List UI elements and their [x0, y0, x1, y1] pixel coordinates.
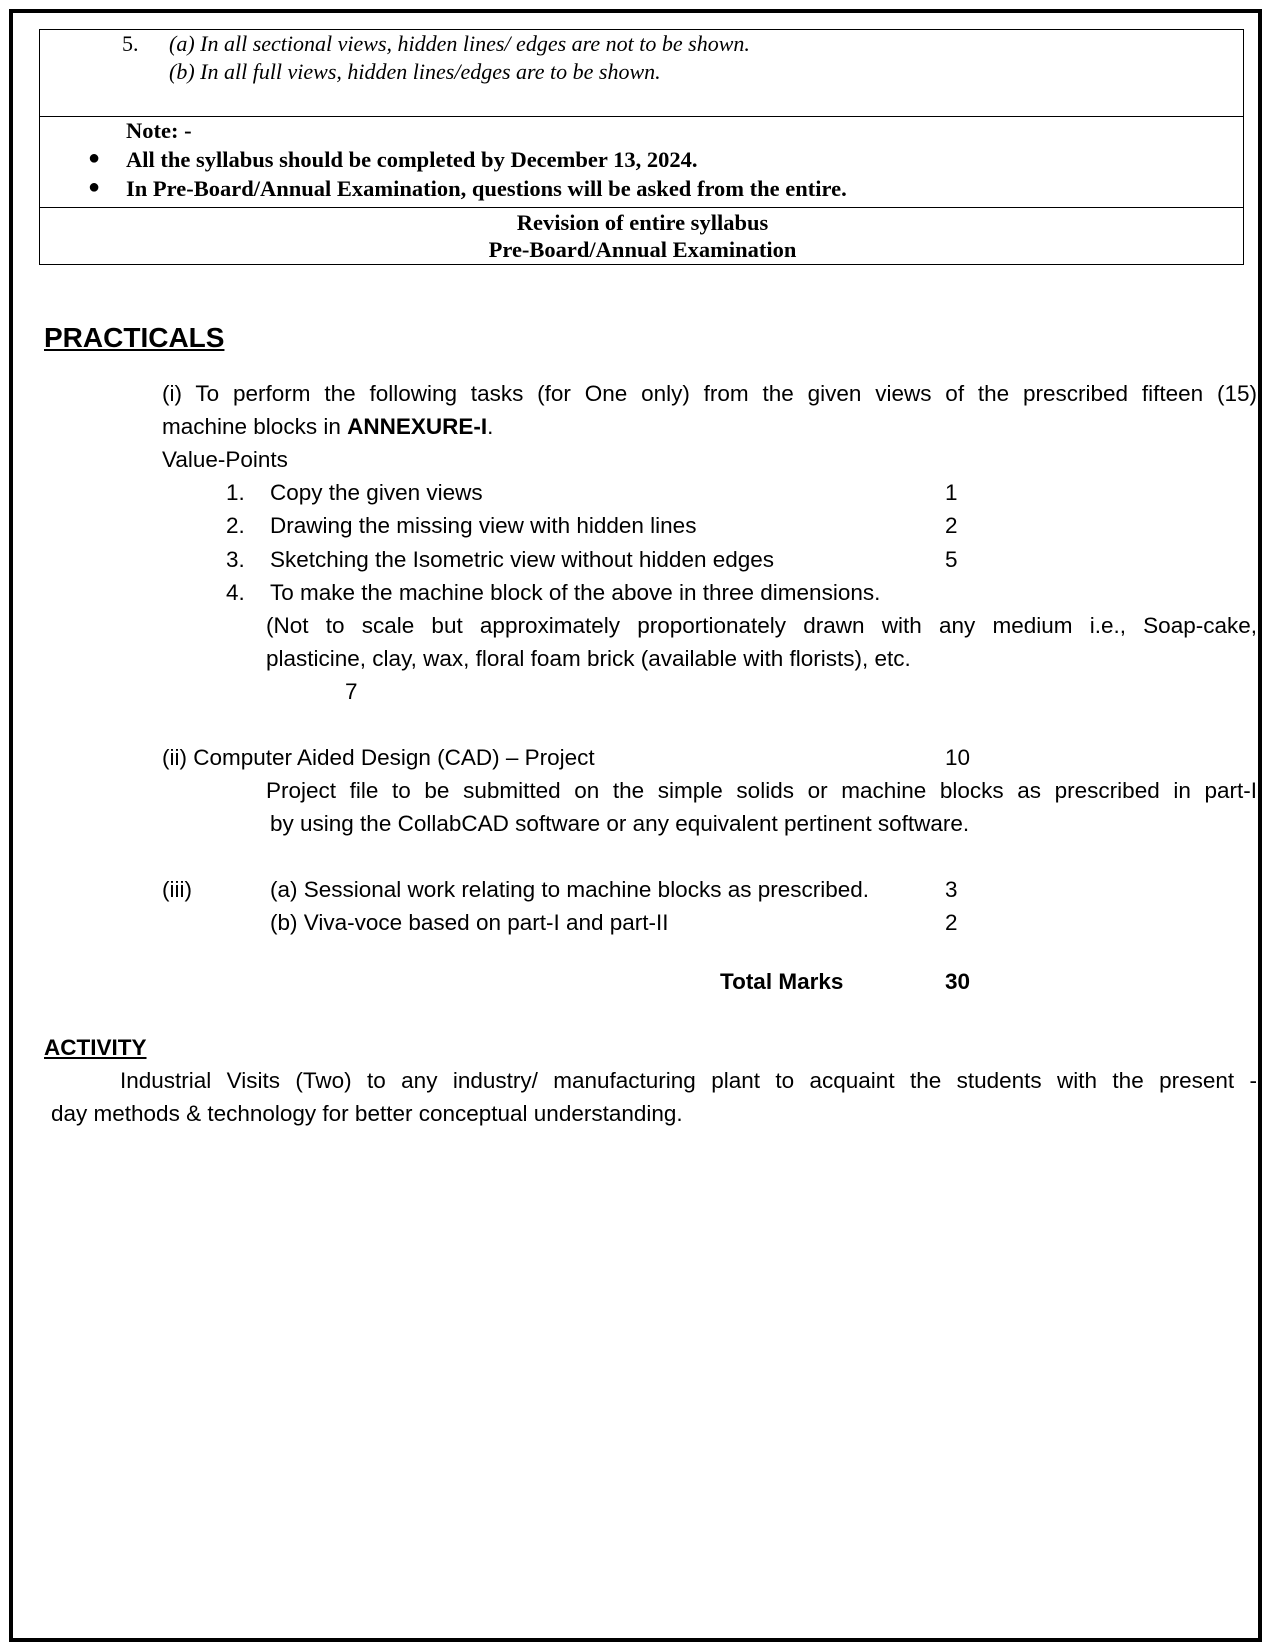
item-number: 2.	[226, 513, 245, 538]
item-number: 4.	[226, 580, 245, 605]
item-number: 3.	[226, 547, 245, 572]
note-bullet-2: In Pre-Board/Annual Examination, questions will be asked from the entire.	[126, 176, 847, 201]
item-marks: 2	[945, 513, 958, 538]
item-text: Sketching the Isometric view without hidden edges	[270, 547, 775, 572]
bullet-icon: ●	[88, 176, 101, 198]
iii-a-text: (a) Sessional work relating to machine blocks as prescribed.	[270, 877, 870, 902]
note-cell	[39, 116, 1244, 208]
item-number: 1.	[226, 480, 245, 505]
cad-label: (ii) Computer Aided Design (CAD) – Project	[162, 745, 595, 770]
rule-number: 5.	[122, 31, 139, 56]
revision-line-1: Revision of entire syllabus	[516, 210, 769, 235]
item-text: To make the machine block of the above in three dimensions.	[270, 580, 881, 605]
activity-line-1: Industrial Visits (Two) to any industry/ manufacturing plant to acquaint the students with the present -	[120, 1068, 1257, 1093]
item-marks: 1	[945, 480, 958, 505]
intro-line-1: (i) To perform the following tasks (for One only) from the given views of the prescribed fifteen (15)	[162, 381, 1257, 406]
rule-a: (a) In all sectional views, hidden lines/ edges are not to be shown.	[169, 31, 750, 56]
note-label: Note: -	[126, 118, 192, 143]
activity-heading: ACTIVITY	[44, 1035, 147, 1060]
intro-line-2	[162, 414, 493, 440]
item4-note-line-2: plasticine, clay, wax, floral foam brick (available with florists), etc.	[266, 646, 911, 671]
item-text: Drawing the missing view with hidden lines	[270, 513, 697, 538]
annexure-ref: ANNEXURE-I	[347, 414, 488, 439]
activity-line-2: day methods & technology for better conceptual understanding.	[51, 1101, 683, 1126]
intro-suffix: .	[487, 414, 494, 439]
item-marks: 5	[945, 547, 958, 572]
iii-b-marks: 2	[945, 910, 958, 935]
rules-cell	[39, 29, 1244, 117]
item-text: Copy the given views	[270, 480, 483, 505]
item4-marks: 7	[345, 679, 358, 704]
cad-desc-line-2: by using the CollabCAD software or any equivalent pertinent software.	[270, 811, 970, 836]
value-points-label: Value-Points	[162, 447, 288, 472]
total-label: Total Marks	[720, 969, 844, 994]
total-value: 30	[945, 969, 971, 994]
bullet-icon: ●	[88, 147, 101, 169]
cad-desc-line-1: Project file to be submitted on the simple solids or machine blocks as prescribed in part-I	[266, 778, 1257, 803]
rule-b: (b) In all full views, hidden lines/edges are to be shown.	[169, 59, 661, 84]
iii-label: (iii)	[162, 877, 192, 902]
note-bullet-1: All the syllabus should be completed by December 13, 2024.	[126, 147, 698, 172]
iii-b-text: (b) Viva-voce based on part-I and part-II	[270, 910, 669, 935]
practicals-heading: PRACTICALS	[44, 322, 225, 353]
revision-line-2: Pre-Board/Annual Examination	[488, 237, 797, 262]
item4-note-line-1: (Not to scale but approximately proportionately drawn with any medium i.e., Soap-cake,	[266, 613, 1257, 638]
revision-cell	[39, 207, 1244, 265]
iii-a-marks: 3	[945, 877, 958, 902]
intro-text: machine blocks in	[162, 414, 348, 439]
cad-marks: 10	[945, 745, 971, 770]
